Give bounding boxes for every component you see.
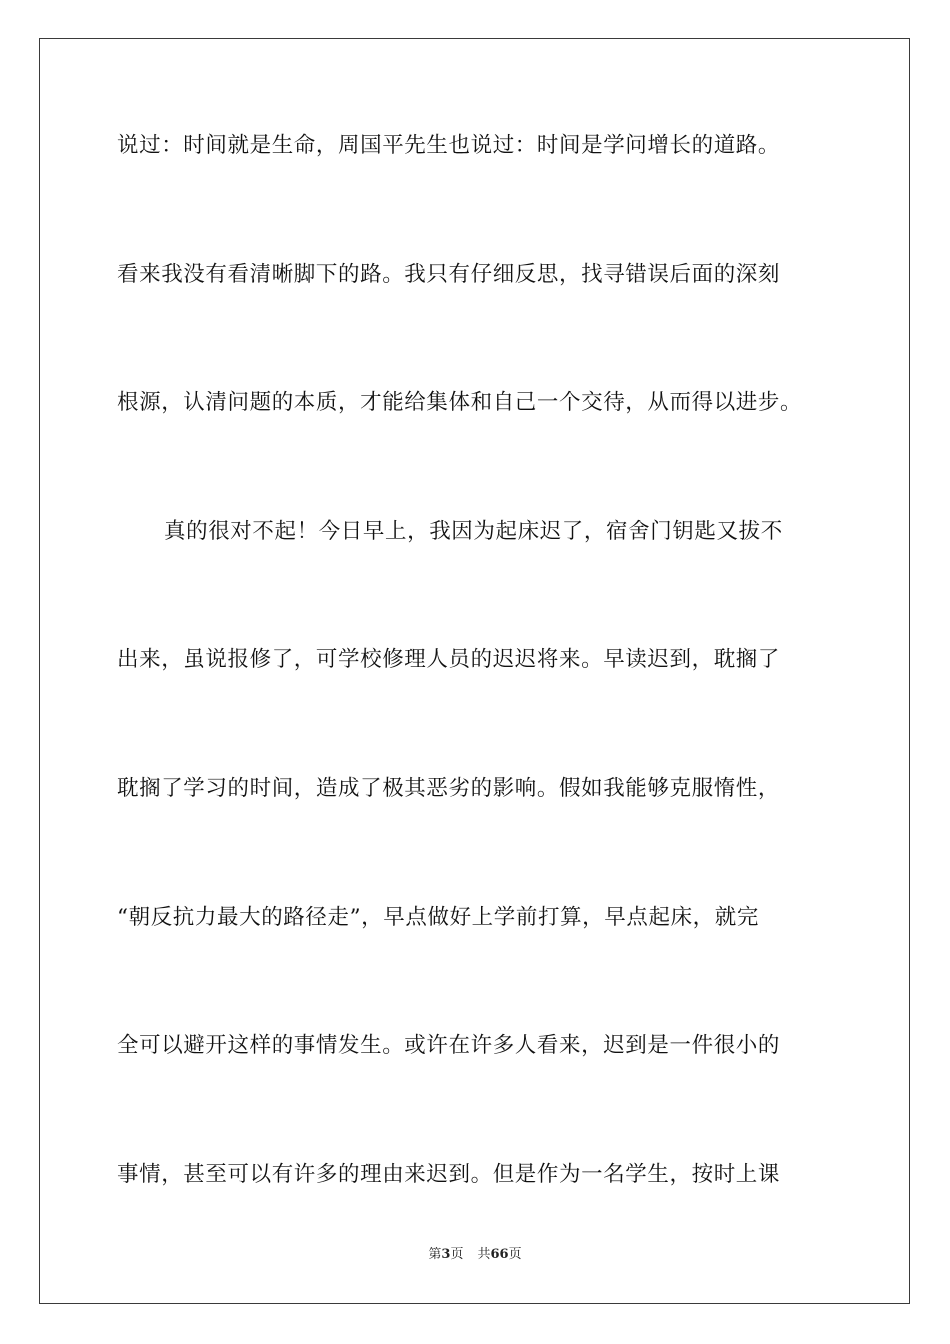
document-body — [117, 130, 847, 1287]
paragraph-line-5: 出来，虽说报修了，可学校修理人员的迟迟将来。早读迟到，耽搁了 — [117, 647, 781, 673]
page-prefix: 第 — [428, 1247, 442, 1262]
page-footer — [0, 1246, 950, 1264]
total-prefix: 共 — [477, 1247, 491, 1262]
paragraph-line-8: 全可以避开这样的事情发生。或许在许多人看来，迟到是一件很小的 — [117, 1033, 781, 1059]
total-suffix: 页 — [508, 1247, 522, 1262]
paragraph-line-4: 真的很对不起！今日早上，我因为起床迟了，宿舍门钥匙又拔不 — [164, 518, 783, 544]
paragraph-line-2: 看来我没有看清晰脚下的路。我只有仔细反思，找寻错误后面的深刻 — [117, 261, 781, 287]
paragraph-line-3: 根源，认清问题的本质，才能给集体和自己一个交待，从而得以进步。 — [117, 390, 803, 416]
total-pages: 66 — [490, 1247, 509, 1262]
page-number: 3 — [441, 1247, 451, 1262]
paragraph-line-9: 事情，甚至可以有许多的理由来迟到。但是作为一名学生，按时上课 — [117, 1161, 781, 1187]
paragraph-line-7: “朝反抗力最大的路径走”，早点做好上学前打算，早点起床，就完 — [117, 904, 759, 930]
paragraph-line-1: 说过：时间就是生命，周国平先生也说过：时间是学问增长的道路。 — [117, 133, 781, 158]
paragraph-line-6: 耽搁了学习的时间，造成了极其恶劣的影响。假如我能够克服惰性， — [117, 775, 781, 801]
page-suffix: 页 — [450, 1247, 464, 1262]
